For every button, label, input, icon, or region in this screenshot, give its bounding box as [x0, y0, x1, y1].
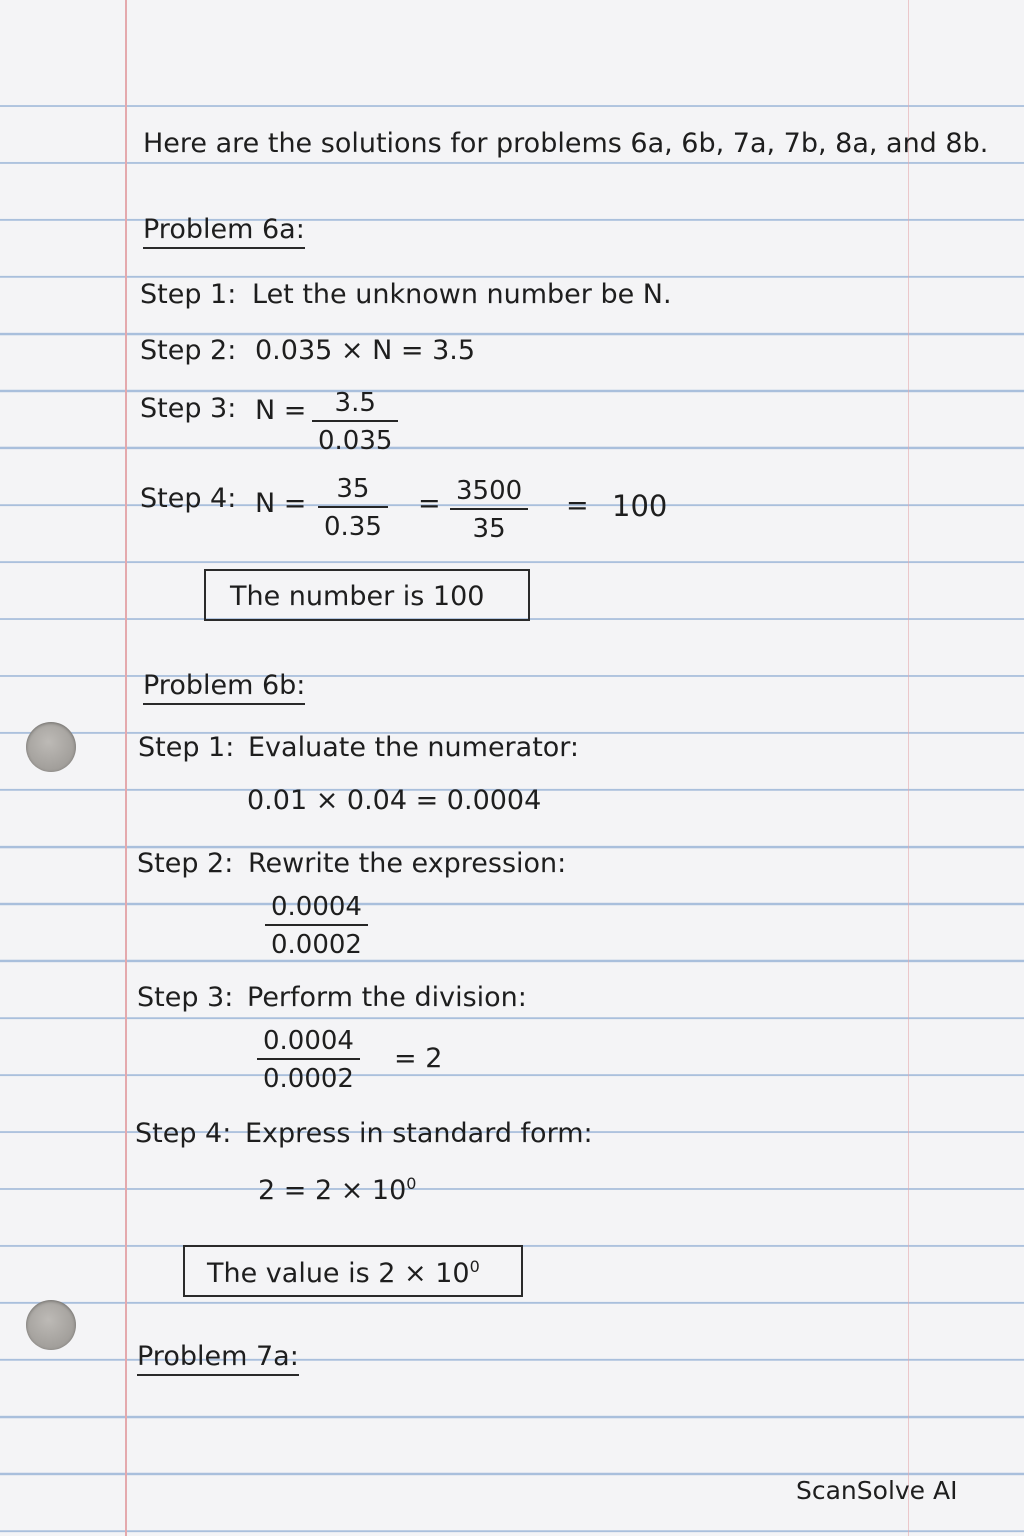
fraction-numerator: 3500	[456, 476, 523, 506]
p6b-step4-text: Express in standard form:	[245, 1118, 593, 1149]
p6a-step1-label: Step 1:	[140, 279, 237, 310]
p6b-step4-math	[258, 1174, 417, 1206]
fraction-denominator: 35	[472, 514, 506, 544]
p6a-step4-label: Step 4:	[140, 483, 237, 514]
p6b-step4-math-base: 2 = 2 × 10	[258, 1175, 407, 1206]
fraction-numerator: 0.0004	[263, 1026, 354, 1056]
problem-6a-heading: Problem 6a:	[143, 216, 305, 249]
p6a-step4-equals-2: =	[566, 490, 589, 521]
p6b-answer-text	[207, 1257, 480, 1289]
p6a-step4-fraction-1	[318, 476, 388, 540]
problem-6b-heading: Problem 6b:	[143, 672, 305, 705]
p6a-step3-fraction	[312, 390, 398, 454]
p6b-step3-result: = 2	[394, 1043, 443, 1074]
p6b-step1-math: 0.01 × 0.04 = 0.0004	[247, 785, 542, 816]
p6b-step2-fraction	[265, 894, 368, 958]
p6b-step1-label: Step 1:	[138, 732, 235, 763]
fraction-numerator: 3.5	[334, 388, 376, 418]
fraction-denominator: 0.35	[324, 512, 382, 542]
p6a-step3-label: Step 3:	[140, 393, 237, 424]
right-margin-line	[908, 0, 909, 1536]
p6b-step2-text: Rewrite the expression:	[248, 848, 567, 879]
p6a-step3-lhs: N =	[255, 395, 307, 426]
p6a-step1-text: Let the unknown number be N.	[252, 279, 672, 310]
p6b-answer-exponent: 0	[469, 1257, 480, 1276]
p6b-answer-base: The value is 2 × 10	[207, 1258, 470, 1289]
p6a-step4-result: 100	[612, 489, 668, 523]
fraction-denominator: 0.0002	[271, 930, 362, 960]
p6a-step4-equals-1: =	[418, 488, 441, 519]
p6a-answer-text: The number is 100	[230, 581, 485, 612]
punch-hole-lower	[26, 1300, 76, 1350]
p6b-step3-text: Perform the division:	[247, 982, 527, 1013]
fraction-denominator: 0.035	[318, 426, 393, 456]
p6a-step2-math: 0.035 × N = 3.5	[255, 335, 476, 366]
p6a-step4-fraction-2	[450, 478, 528, 542]
p6b-step2-label: Step 2:	[137, 848, 234, 879]
intro-text: Here are the solutions for problems 6a, 6b, 7a, 7b, 8a, and 8b.	[143, 128, 989, 159]
p6b-step4-label: Step 4:	[135, 1118, 232, 1149]
fraction-numerator: 0.0004	[271, 892, 362, 922]
p6b-step4-exponent: 0	[406, 1174, 417, 1193]
left-margin-line	[125, 0, 127, 1536]
p6b-step1-text: Evaluate the numerator:	[248, 732, 580, 763]
punch-hole-upper	[26, 722, 76, 772]
p6b-step3-label: Step 3:	[137, 982, 234, 1013]
p6a-step4-lhs: N =	[255, 488, 307, 519]
problem-7a-heading: Problem 7a:	[137, 1343, 299, 1376]
p6b-step3-fraction	[257, 1028, 360, 1092]
fraction-numerator: 35	[336, 474, 370, 504]
scansolve-watermark: ScanSolve AI	[796, 1476, 958, 1505]
fraction-denominator: 0.0002	[263, 1064, 354, 1094]
p6a-step2-label: Step 2:	[140, 335, 237, 366]
